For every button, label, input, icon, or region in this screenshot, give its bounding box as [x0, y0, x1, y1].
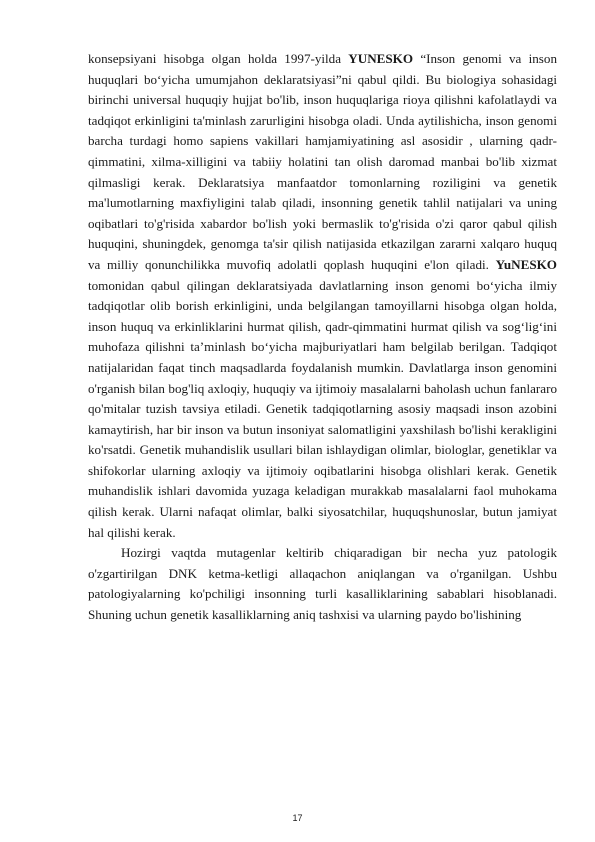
document-page	[88, 49, 557, 626]
paragraph-1	[88, 49, 557, 543]
paragraph-2-text: Hozirgi vaqtda mutagenlar keltirib chiqaradigan bir necha yuz patologik o'zgartirilgan DNK ketma-ketligi allaqachon aniqlangan va o'rganilgan. Ushbu patologiyalarning ko'pchiligi insonning turli kasalliklarining sabablari hisoblanadi. Shuning uchun genetik kasalliklarning aniq tashxisi va ularning paydo bo'lishining	[88, 545, 557, 623]
paragraph-1-text-2: “Inson genomi va inson huquqlari bo‘yicha umumjahon deklaratsiyasi”ni qabul qildi. Bu biologiya sohasidagi birinchi universal huquqiy hujjat bo'lib, inson huquqlariga rioya qilishni kafolatlaydi va tadqiqot erkinligini ta'minlash zarurligini hisobga oladi. Unda aytilishicha, inson genomi barcha turdagi homo sapiens vakillari hamjamiyatining asl asosidir , ularning qadr-qimmatini, xilma-xilligini va tabiiy holatini tan olish daromad manbai bo'lib xizmat qilmasligi kerak. Deklaratsiya manfaatdor tomonlarning roziligini va genetik ma'lumotlarning maxfiyligini talab qiladi, insonning genetik tahlil natijalari va uning oqibatlari to'g'risida xabardor bo'lish yoki bermaslik to'g'risida o'zi qaror qabul qilish huquqini, shuningdek, genomga ta'sir qilish natijasida etkazilgan zararni xalqaro huquq va milliy qonunchilikka muvofiq adolatli qoplash huquqini e'lon qiladi.	[88, 51, 557, 272]
yunesko-bold-1: YUNESKO	[348, 51, 414, 66]
paragraph-1-text-3: tomonidan qabul qilingan deklaratsiyada davlatlarning inson genomi bo‘yicha ilmiy tadqiqotlar olib borish erkinligini, unda belgilangan tamoyillarni hisobga olgan holda, inson huquq va erkinliklarini hurmat qilish, qadr-qimmatini hurmat qilish va sog‘lig‘ini muhofaza qilishni ta’minlash bo‘yicha majburiyatlari ham belgilab berilgan. Tadqiqot natijalaridan faqat tinch maqsadlarda foydalanish mumkin. Davlatlarga inson genomini o'rganish bilan bog'liq axloqiy, huquqiy va ijtimoiy masalalarni baholash uchun fanlararo qo'mitalar tuzish tavsiya etiladi. Genetik tadqiqotlarning asosiy maqsadi inson azobini kamaytirish, har bir inson va butun insoniyat salomatligini yaxshilash bo'lishi kerakligini ko'rsatdi. Genetik muhandislik usullari bilan ishlaydigan olimlar, biologlar, genetiklar va shifokorlar ularning axloqiy va ijtimoiy oqibatlarini hisobga olishlari kerak. Genetik muhandislik ishlari davomida yuzaga keladigan murakkab masalalarni faol muhokama qilish kerak. Ularni nafaqat olimlar, balki siyosatchilar, huquqshunoslar, butun jamiyat hal qilishi kerak.	[88, 277, 557, 540]
paragraph-1-text-1: konsepsiyani hisobga olgan holda 1997-yilda	[88, 51, 349, 66]
yunesko-bold-2: YuNESKO	[495, 256, 557, 272]
paragraph-2	[88, 543, 557, 625]
page-number: 17	[292, 813, 303, 823]
